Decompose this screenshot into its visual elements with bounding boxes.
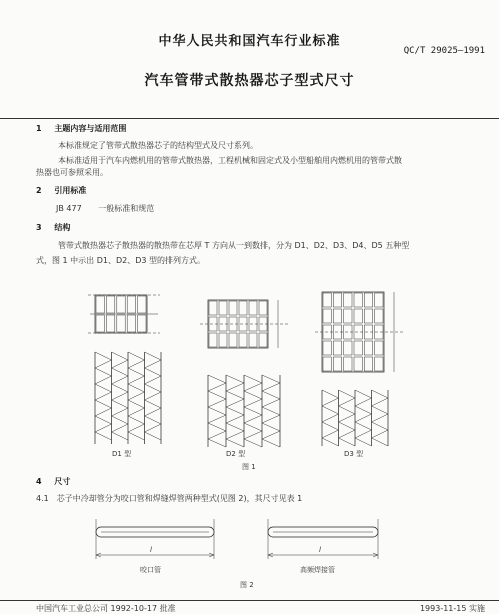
core-tube-cell [209,301,217,315]
footer-divider [0,600,499,601]
core-tube-cell [344,309,352,323]
core-tube-cell [259,333,267,347]
core-tube-cell [364,293,372,307]
core-tube-cell [323,341,331,355]
d3-top-view [315,292,405,372]
core-tube-cell [96,296,104,313]
section-2-title: 引用标准 [54,186,87,195]
core-tube-cell [354,309,362,323]
core-tube-cell [323,293,331,307]
core-tube-cell [138,296,146,313]
figure-2-label-welded: 高频焊接管 [300,566,335,574]
core-tube-cell [344,293,352,307]
core-tube-cell [117,296,125,313]
core-tube-cell [249,301,257,315]
core-tube-cell [323,357,331,371]
core-tube-cell [333,357,341,371]
core-tube-cell [364,357,372,371]
core-tube-cell [344,341,352,355]
section-1-paragraph-3: 热器也可参照采用。 [36,168,108,177]
core-tube-cell [333,309,341,323]
fin-zigzag [322,390,339,446]
core-tube-cell [364,309,372,323]
d3-fin-view [322,390,388,446]
approval-line: 中国汽车工业总公司 1992-10-17 批准 [36,604,176,613]
section-1-number: 1 [36,124,42,133]
issuing-org-header: 中华人民共和国汽车行业标准 [158,34,341,49]
core-tube-cell [375,309,383,323]
section-3-title: 结构 [54,223,71,232]
core-tube-cell [375,341,383,355]
reference-standard [56,203,154,214]
core-tube-cell [249,333,257,347]
fin-zigzag [372,390,389,446]
welded-tube-drawing [268,519,378,559]
figure-1-label-d2: D2 型 [226,450,246,458]
figure-1-label-d1: D1 型 [112,450,132,458]
implementation-date: 1993-11-15 实施 [419,604,485,613]
fin-zigzag [128,352,145,440]
figure-2-drawing [0,505,499,585]
core-tube-cell [259,301,267,315]
d1-top-view [88,295,160,333]
document-title: 汽车管带式散热器芯子型式尺寸 [144,73,355,89]
figure-1-label-d3: D3 型 [344,450,364,458]
fin-zigzag [95,352,112,440]
core-tube-cell [375,293,383,307]
header-divider [0,118,499,119]
core-tube-cell [239,301,247,315]
core-tube-cell [138,315,146,332]
fin-zigzag [262,375,280,447]
section-3-paragraph-2: 式，图 1 中示出 D1、D2、D3 型的排列方式。 [36,256,206,265]
core-tube-cell [229,301,237,315]
fin-zigzag [339,390,356,446]
section-4-paragraph-1: 4.1 芯子中冷却管分为咬口管和焊缝焊管两种型式(见图 2)，其尺寸见表 1 [36,494,303,503]
seamed-tube-drawing [96,519,214,559]
core-tube-cell [354,293,362,307]
core-tube-cell [375,357,383,371]
core-tube-cell [127,296,135,313]
figure-2-label-seamed: 咬口管 [140,566,161,574]
section-4-number: 4 [36,477,42,486]
figure-1-caption: 图 1 [242,463,256,471]
core-tube-cell [354,341,362,355]
welded-tube-length-dim: l [319,546,321,554]
d1-fin-view [95,352,161,444]
figure-1-drawing [0,270,499,460]
core-tube-cell [323,309,331,323]
section-3-number: 3 [36,223,42,232]
core-tube-cell [106,315,114,332]
fin-zigzag [355,390,372,446]
fin-zigzag [112,352,129,440]
core-tube-cell [219,301,227,315]
section-1-paragraph-1: 本标准规定了管带式散热器芯子的结构型式及尺寸系列。 [58,141,258,150]
core-tube-cell [209,333,217,347]
d2-fin-view [208,375,280,447]
fin-zigzag [226,375,244,447]
core-tube-cell [96,315,104,332]
section-1-heading [36,123,126,134]
fin-zigzag [244,375,262,447]
standard-number: QC/T 29025—1991 [403,46,485,56]
section-3-heading [36,222,70,233]
core-tube-cell [219,333,227,347]
core-tube-cell [364,341,372,355]
section-2-number: 2 [36,186,42,195]
section-1-title: 主题内容与适用范围 [54,124,127,133]
section-2-heading [36,185,86,196]
core-tube-cell [333,293,341,307]
fin-zigzag [145,352,162,440]
core-tube-cell [333,341,341,355]
figure-2-caption: 图 2 [240,581,254,589]
core-tube-cell [344,357,352,371]
seamed-tube-length-dim: l [150,546,152,554]
section-3-paragraph-1: 管带式散热器芯子散热器的散热带在芯厚 T 方向从一到数排，分为 D1、D2、D3、D4、D5 五种型 [58,241,410,250]
core-tube-cell [127,315,135,332]
reference-code: JB 477 [56,204,82,213]
reference-title: 一般标准和规范 [98,204,155,213]
section-4-title: 尺寸 [54,477,71,486]
section-1-paragraph-2: 本标准适用于汽车内燃机用的管带式散热器，工程机械和固定式及小型船舶用内燃机用的管带式散 [58,156,402,165]
core-tube-cell [106,296,114,313]
core-tube-cell [354,357,362,371]
fin-zigzag [208,375,226,447]
section-4-heading [36,476,70,487]
core-tube-cell [239,333,247,347]
core-tube-cell [117,315,125,332]
d2-top-view [200,300,290,348]
core-tube-cell [229,333,237,347]
